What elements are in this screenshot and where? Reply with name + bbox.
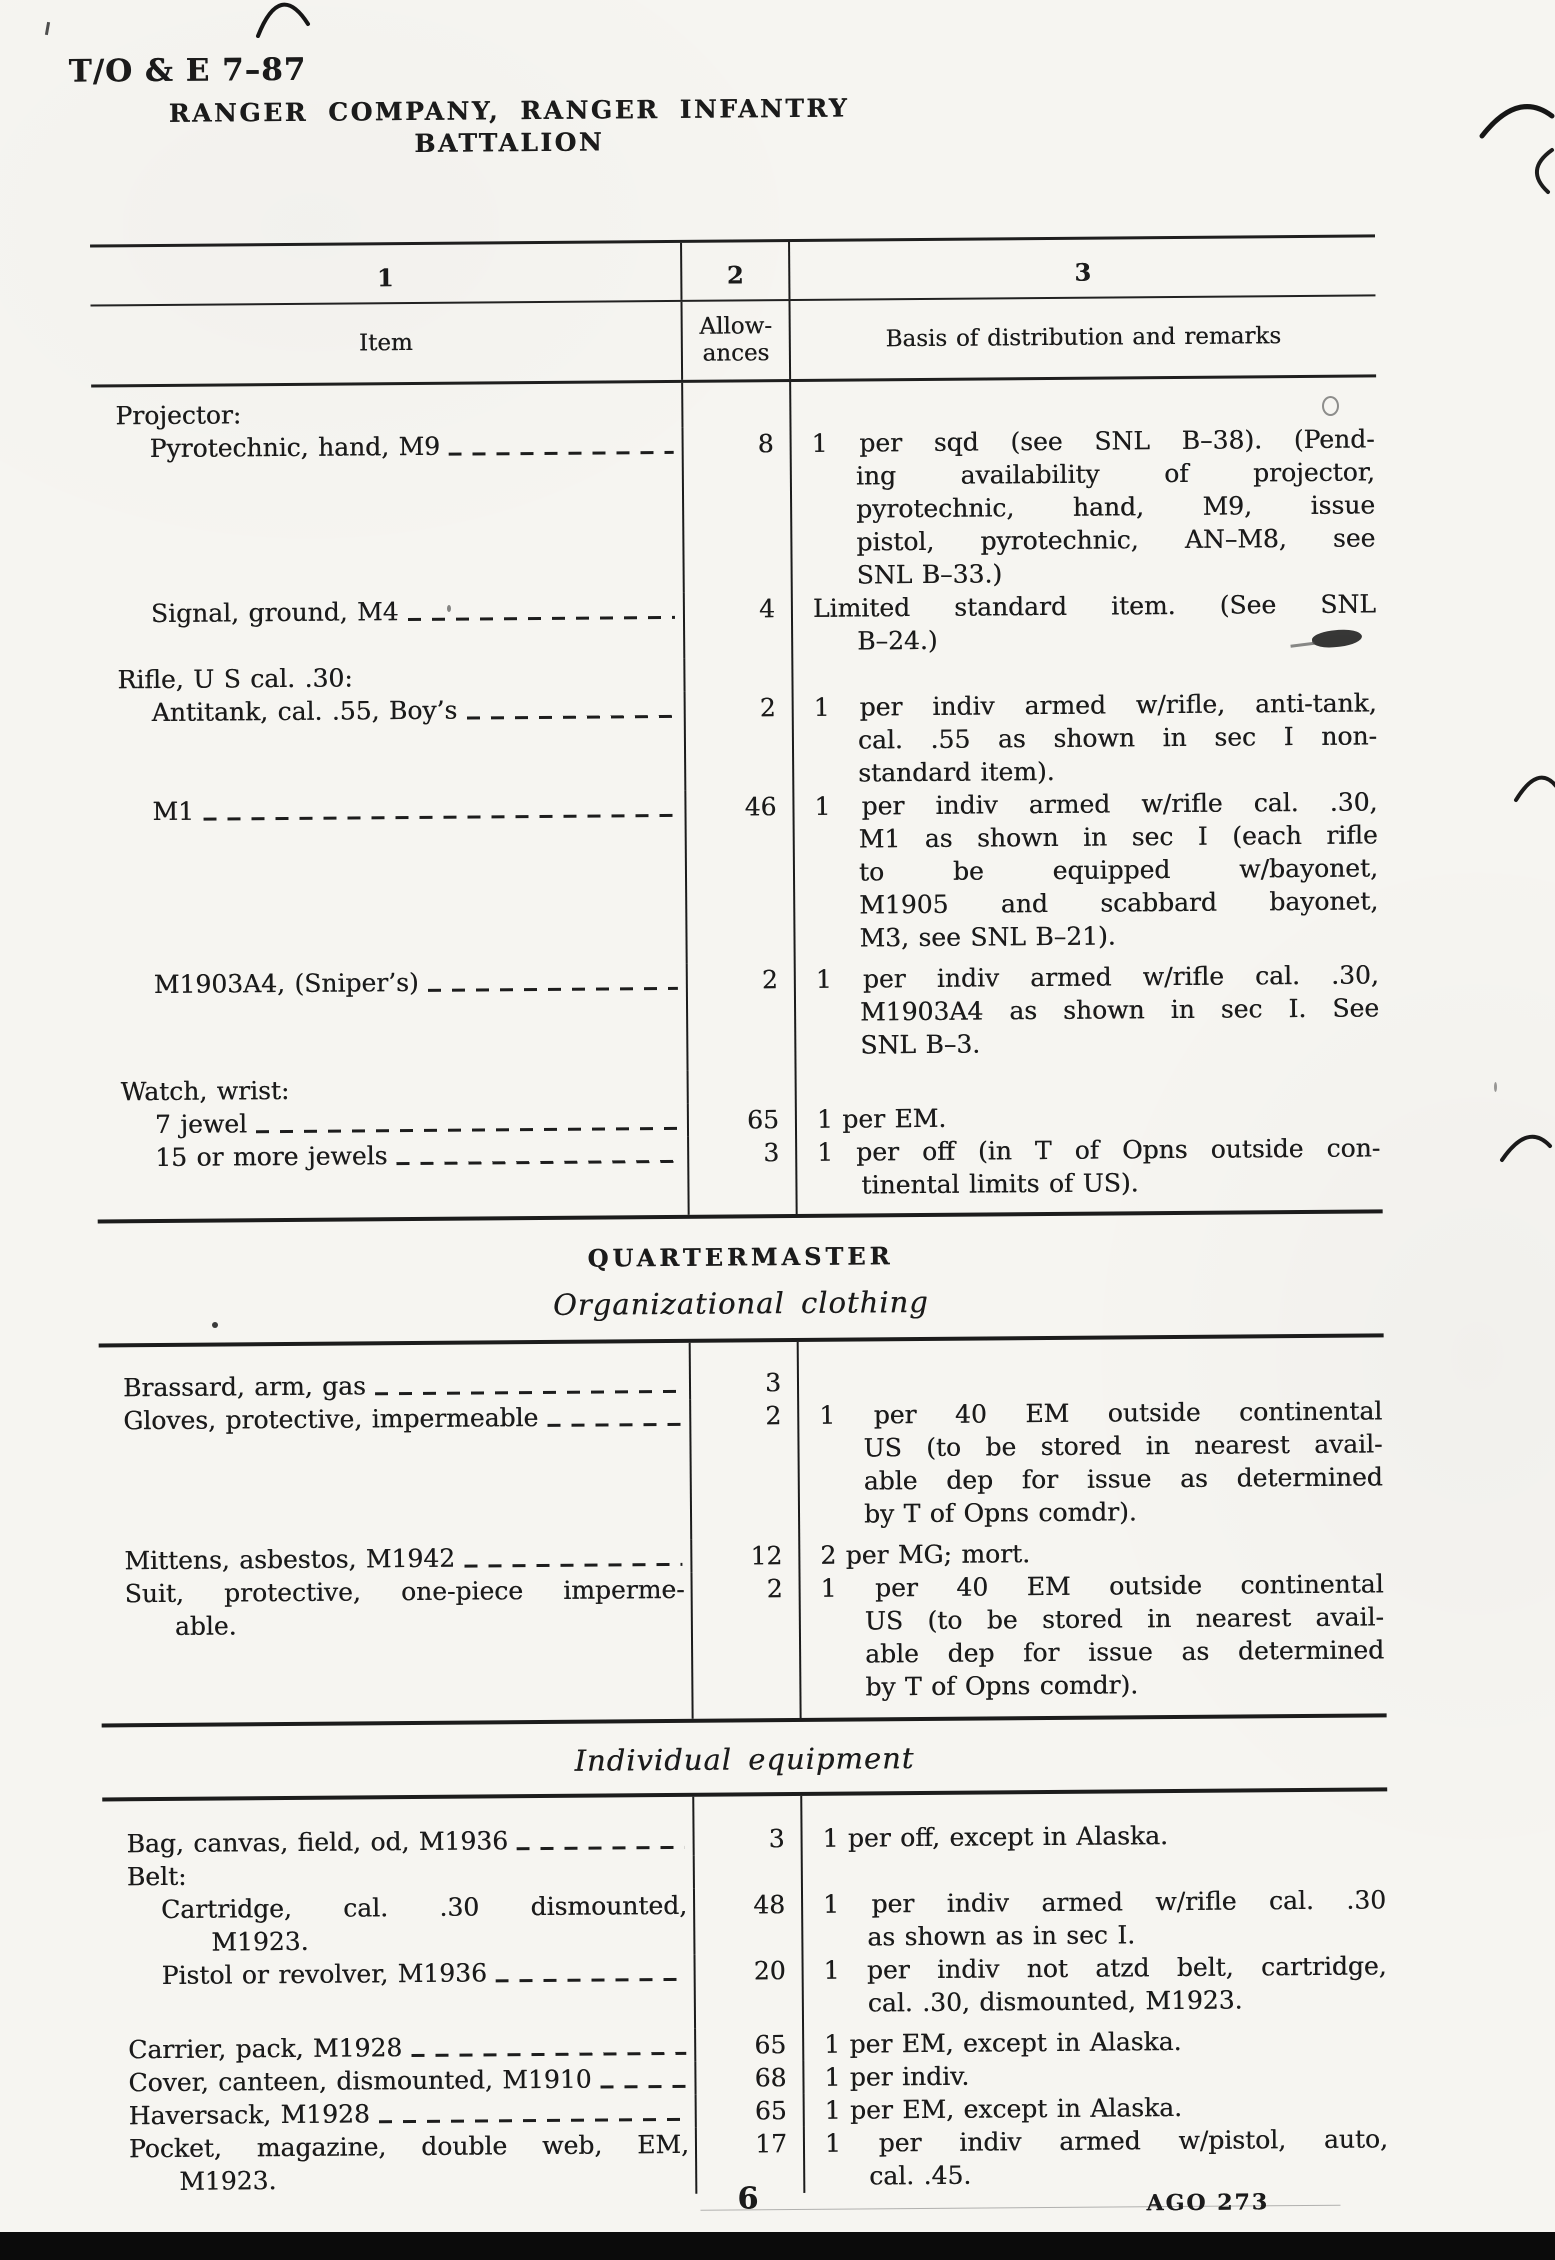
table-row — [96, 958, 1382, 1075]
item-cell — [105, 2095, 695, 2133]
remark-line: cal. .30, dismounted, M1923. — [867, 1985, 1243, 2018]
remark-line: able dep for issue as determined — [865, 1635, 1385, 1669]
leader-dashes — [466, 714, 675, 719]
pen-stroke-right-edge-middle — [1512, 762, 1555, 804]
remarks-cell — [799, 1394, 1385, 1539]
leader-dashes — [449, 450, 674, 455]
leader-dashes — [375, 1389, 681, 1395]
item-line: Suit, protective, one-piece imperme- — [124, 1574, 685, 1609]
allowance-cell — [693, 1855, 803, 1889]
item-cell — [97, 1137, 688, 1220]
col-header-item: Item — [358, 329, 413, 356]
item-text: 7 jewel — [154, 1109, 248, 1140]
item-text: Bag, canvas, field, od, M1936 — [126, 1826, 509, 1859]
item-text: Gloves, protective, impermeable — [123, 1403, 539, 1436]
column-header-row — [91, 296, 1377, 387]
leader-dashes — [547, 1422, 681, 1427]
item-cell — [101, 1573, 692, 1724]
leader-dashes — [203, 813, 676, 820]
stray-dot — [447, 605, 451, 612]
allowance-cell: 3 — [689, 1342, 799, 1400]
footer-printers-code: AGO 273 — [1146, 2189, 1270, 2217]
item-text: Mittens, asbestos, M1942 — [124, 1543, 456, 1576]
leader-dashes — [408, 615, 675, 621]
table-row — [92, 422, 1378, 597]
leader-dashes — [496, 1977, 686, 1982]
col-number-3: 3 — [1074, 257, 1092, 287]
item-text: Carrier, pack, M1928 — [128, 2033, 403, 2065]
item-cell — [104, 1955, 695, 2034]
allowance-cell — [687, 1070, 797, 1104]
remark-line: 1 per EM, except in Alaska. — [824, 2092, 1183, 2125]
allowance-cell: 65 — [695, 2094, 805, 2128]
item-cell — [92, 428, 683, 598]
item-cell — [99, 1400, 690, 1545]
item-cell — [91, 383, 681, 433]
remark-line: by T of Opns comdr). — [865, 1670, 1139, 1702]
item-cell — [93, 659, 683, 697]
stray-dot — [212, 1322, 218, 1328]
remark-line: 1 per indiv armed w/rifle cal. .30, — [814, 787, 1378, 821]
remark-line: SNL B–3. — [860, 1029, 981, 1060]
section-heading-quartermaster: QUARTERMASTER — [587, 1241, 894, 1273]
allowance-cell: 65 — [687, 1103, 797, 1137]
remarks-cell — [793, 653, 1378, 691]
page-number: 6 — [737, 2181, 759, 2217]
leader-dashes — [411, 2051, 686, 2057]
scan-edge-bar — [0, 2232, 1555, 2260]
remarks-cell — [799, 1337, 1384, 1399]
pen-stroke-top — [250, 0, 314, 38]
remark-line: pistol, pyrotechnic, AN–M8, see — [856, 523, 1376, 557]
allowance-cell: 46 — [684, 790, 795, 964]
remarks-cell — [794, 785, 1380, 963]
item-cell — [102, 1797, 692, 1861]
item-text: M1 — [152, 796, 195, 827]
item-line: Rifle, U S cal. .30: — [117, 663, 353, 695]
remark-line: Limited standard item. (See SNL — [812, 589, 1377, 623]
remark-line: cal. .45. — [869, 2160, 972, 2191]
quartermaster-headings — [98, 1213, 1384, 1343]
remarks-cell — [804, 2056, 1389, 2094]
allowance-cell: 12 — [690, 1539, 800, 1573]
remarks-cell — [791, 377, 1376, 427]
allowance-cell: 17 — [695, 2127, 806, 2194]
remark-line: to be equipped w/bayonet, — [858, 853, 1379, 887]
page-title: RANGER COMPANY, RANGER INFANTRY BATTALION — [168, 93, 850, 158]
remarks-cell — [797, 1098, 1382, 1136]
table-row — [101, 1567, 1387, 1723]
remark-line: standard item). — [858, 756, 1055, 788]
remark-line: by T of Opns comdr). — [863, 1497, 1137, 1529]
remark-line: 1 per indiv armed w/pistol, auto, — [824, 2124, 1389, 2158]
table-row — [94, 785, 1380, 968]
remark-line: M3, see SNL B–21). — [859, 921, 1116, 953]
section-subheading-individual-equipment: Individual equipment — [574, 1741, 915, 1778]
remark-line: B–24.) — [857, 625, 938, 656]
item-line: Projector: — [115, 400, 242, 431]
item-text: Cover, canteen, dismounted, M1910 — [128, 2064, 592, 2098]
doc-number: T/O & E 7–87 — [68, 51, 307, 90]
item-cell — [97, 1071, 687, 1109]
item-cell — [104, 2062, 694, 2100]
remark-line: able dep for issue as determined — [863, 1462, 1383, 1496]
col-number-1: 1 — [376, 263, 394, 293]
allowance-cell: 2 — [686, 963, 797, 1071]
item-cell — [99, 1343, 689, 1405]
leader-dashes — [256, 1126, 679, 1133]
remark-line: cal. .55 as shown in sec I non- — [857, 721, 1378, 755]
remark-line: US (to be stored in nearest avail- — [863, 1429, 1383, 1463]
remarks-cell — [800, 1534, 1385, 1572]
pen-stroke-top-right — [1478, 90, 1555, 144]
remarks-cell — [804, 2023, 1389, 2061]
remark-line: ing availability of projector, — [855, 457, 1375, 491]
table-row — [102, 1791, 1387, 1860]
remarks-cell — [796, 958, 1382, 1070]
remark-line: 1 per off, except in Alaska. — [822, 1821, 1169, 1853]
item-text: Pyrotechnic, hand, M9 — [149, 431, 441, 464]
pen-stroke-right-edge-lower — [1498, 1120, 1554, 1166]
item-cell — [103, 1889, 694, 1960]
item-cell — [104, 2029, 694, 2067]
remark-line: M1905 and scabbard bayonet, — [859, 886, 1379, 920]
stray-ring — [1322, 396, 1339, 416]
stray-dot — [1494, 1082, 1497, 1092]
table-section-weapons — [90, 234, 1383, 1219]
item-text: Pistol or revolver, M1936 — [161, 1958, 488, 1990]
table-section-individual-equipment — [102, 1791, 1390, 2198]
remarks-cell — [802, 1791, 1387, 1855]
remark-line: M1 as shown in sec I (each rifle — [858, 820, 1378, 854]
table-row — [103, 1883, 1388, 1959]
allowance-cell: 3 — [687, 1136, 798, 1215]
leader-dashes — [517, 1845, 685, 1850]
remark-line: 1 per EM. — [816, 1103, 947, 1134]
item-line: able. — [174, 1611, 237, 1641]
table-section-organizational-clothing — [99, 1337, 1387, 1723]
allowance-cell: 20 — [693, 1954, 804, 2029]
leader-dashes — [464, 1562, 682, 1567]
item-cell — [100, 1540, 690, 1578]
remark-line: tinental limits of US). — [861, 1168, 1139, 1200]
item-text: Haversack, M1928 — [128, 2099, 370, 2131]
table-row — [97, 1131, 1383, 1219]
remarks-cell — [803, 1949, 1389, 2028]
remark-line: 1 per EM, except in Alaska. — [824, 2026, 1182, 2059]
remarks-cell — [791, 422, 1377, 592]
allowance-cell — [681, 382, 791, 428]
col-header-allowances: Allow- ances — [681, 301, 792, 380]
col-number-2: 2 — [680, 242, 790, 300]
remark-line: 1 per indiv. — [824, 2061, 970, 2092]
section-subheading-organizational-clothing: Organizational clothing — [552, 1284, 929, 1322]
allowance-cell: 4 — [683, 592, 794, 659]
equipment-table — [90, 234, 1390, 2198]
leader-dashes — [601, 2084, 687, 2088]
remark-line: US (to be stored in nearest avail- — [864, 1602, 1384, 1636]
remarks-cell — [803, 1883, 1389, 1954]
allowance-cell: 68 — [694, 2061, 804, 2095]
leader-dashes — [379, 2117, 687, 2123]
item-cell — [94, 692, 685, 796]
column-number-row — [90, 234, 1375, 306]
remark-line: 2 per MG; mort. — [820, 1539, 1031, 1570]
table-row — [93, 587, 1378, 663]
allowance-cell: 48 — [693, 1888, 804, 1955]
remarks-cell — [794, 686, 1380, 790]
allowance-cell: 8 — [681, 427, 792, 593]
item-line: Belt: — [126, 1861, 187, 1892]
item-line: Cartridge, cal. .30 dismounted, — [160, 1890, 688, 1924]
leader-dashes — [396, 1159, 679, 1165]
item-text: Signal, ground, M4 — [150, 597, 399, 629]
remark-line: 1 per indiv armed w/rifle cal. .30, — [815, 960, 1379, 994]
leader-dashes — [428, 986, 678, 991]
remark-line: pyrotechnic, hand, M9, issue — [856, 490, 1376, 524]
remark-line: 1 per indiv armed w/rifle cal. .30 — [822, 1885, 1387, 1919]
remark-line: as shown as in sec I. — [867, 1920, 1136, 1952]
item-text: Brassard, arm, gas — [122, 1371, 366, 1403]
item-line: Watch, wrist: — [120, 1075, 290, 1107]
remarks-cell — [797, 1131, 1383, 1214]
item-line: Pocket, magazine, double web, EM, — [128, 2129, 690, 2164]
item-cell — [103, 1856, 693, 1894]
allowance-cell — [683, 658, 793, 692]
table-row — [99, 1394, 1385, 1544]
item-text: M1903A4, (Sniper’s) — [153, 967, 419, 1000]
remark-line: 1 per sqd (see SNL B–38). (Pend- — [811, 424, 1375, 458]
item-cell — [93, 593, 684, 664]
allowance-cell: 65 — [694, 2028, 804, 2062]
item-line: M1923. — [179, 2166, 277, 2196]
table-row — [99, 1337, 1384, 1404]
item-line: M1923. — [211, 1926, 309, 1957]
remarks-cell — [800, 1567, 1386, 1718]
col-header-basis: Basis of distribution and remarks — [885, 322, 1282, 352]
item-cell — [97, 1104, 687, 1142]
remark-line: 1 per indiv not atzd belt, cartridge, — [823, 1951, 1387, 1985]
remark-line: M1903A4 as shown in sec I. See — [859, 993, 1380, 1027]
allowance-cell: 2 — [689, 1399, 800, 1540]
pen-stroke-right-edge-upper — [1524, 146, 1555, 196]
remark-line: 1 per 40 EM outside continental — [820, 1569, 1384, 1603]
table-row — [94, 686, 1380, 795]
remark-line: 1 per indiv armed w/rifle, anti-tank, — [813, 688, 1377, 722]
allowance-cell: 3 — [692, 1796, 802, 1856]
item-text: 15 or more jewels — [155, 1141, 388, 1173]
allowance-cell: 2 — [684, 691, 795, 791]
item-cell — [96, 964, 687, 1076]
allowance-cell: 2 — [690, 1572, 801, 1719]
item-text: Antitank, cal. .55, Boy’s — [151, 695, 458, 728]
remark-line: 1 per 40 EM outside continental — [819, 1396, 1383, 1430]
remark-line: 1 per off (in T of Opns outside con- — [817, 1133, 1381, 1167]
remark-line: SNL B–33.) — [856, 559, 1003, 590]
item-cell — [94, 791, 685, 969]
table-row — [104, 1949, 1390, 2033]
remarks-cell — [803, 1850, 1388, 1888]
remarks-cell — [805, 2089, 1390, 2127]
remarks-cell — [797, 1065, 1382, 1103]
